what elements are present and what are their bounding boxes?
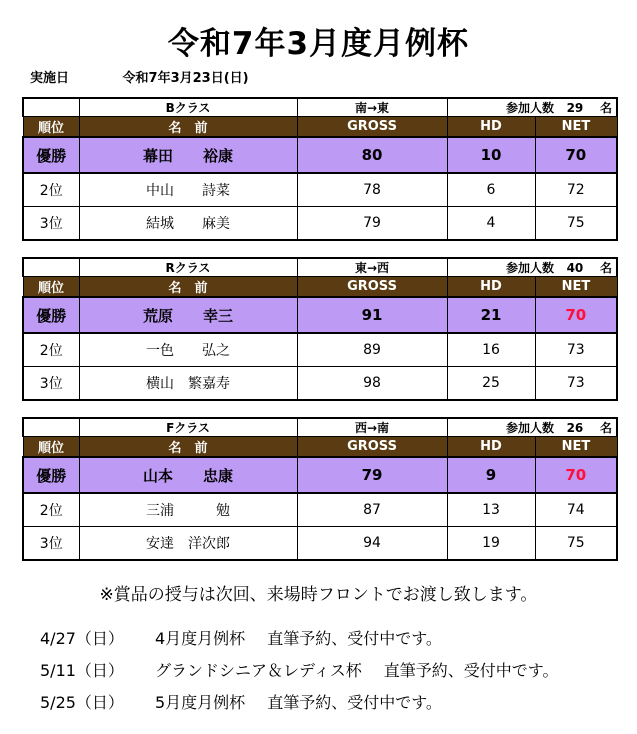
- event-name: 4月度月例杯: [155, 629, 246, 648]
- handicap: 4: [447, 207, 535, 241]
- entrants-unit: 名: [599, 101, 612, 115]
- table-row: [23, 333, 617, 367]
- entrants-unit: 名: [599, 261, 612, 275]
- net-score: 70: [535, 297, 617, 333]
- page-title: 令和7年3月度月例杯: [167, 26, 470, 62]
- header-gross: GROSS: [297, 277, 447, 298]
- rank-cell: 3位: [23, 367, 79, 401]
- event-date-value: 令和7年3月23日(日): [122, 71, 249, 86]
- meta-blank: [23, 418, 79, 437]
- class-name: Bクラス: [79, 98, 297, 117]
- header-name: 名 前: [79, 117, 297, 138]
- header-name: 名 前: [79, 437, 297, 458]
- header-row: [23, 117, 617, 138]
- rank-cell: 3位: [23, 207, 79, 241]
- rank-cell: 優勝: [23, 297, 79, 333]
- entrants-value: 40: [566, 261, 584, 275]
- event-name: 5月度月例杯: [155, 693, 246, 712]
- entrants-label: 参加人数: [506, 261, 555, 275]
- event-status: 直筆予約、受付中です。: [267, 629, 442, 648]
- header-hd: HD: [447, 437, 535, 458]
- player-name: 幕田 裕康: [79, 137, 297, 173]
- results-table-r-class: [22, 257, 618, 401]
- gross-score: 91: [297, 297, 447, 333]
- table-row: [23, 367, 617, 401]
- net-score: 74: [535, 493, 617, 527]
- gross-score: 79: [297, 207, 447, 241]
- handicap: 13: [447, 493, 535, 527]
- gross-score: 89: [297, 333, 447, 367]
- header-gross: GROSS: [297, 437, 447, 458]
- gross-score: 98: [297, 367, 447, 401]
- player-name: 山本 忠康: [79, 457, 297, 493]
- header-net: NET: [535, 117, 617, 138]
- player-name: 中山 詩菜: [79, 173, 297, 207]
- course-route: 南→東: [297, 98, 447, 117]
- rank-cell: 2位: [23, 173, 79, 207]
- net-score: 70: [535, 137, 617, 173]
- entrants-unit: 名: [599, 421, 612, 435]
- class-name: Rクラス: [79, 258, 297, 277]
- table-row: [23, 173, 617, 207]
- player-name: 三浦 勉: [79, 493, 297, 527]
- net-score: 75: [535, 527, 617, 561]
- event-status: 直筆予約、受付中です。: [267, 693, 442, 712]
- rank-cell: 優勝: [23, 137, 79, 173]
- list-item: [40, 655, 558, 687]
- event-date: [30, 67, 249, 86]
- entrant-count: [447, 98, 617, 117]
- results-table-b-class: [22, 97, 618, 241]
- handicap: 10: [447, 137, 535, 173]
- player-name: 一色 弘之: [79, 333, 297, 367]
- rank-cell: 2位: [23, 333, 79, 367]
- table-row: [23, 527, 617, 561]
- table-row: [23, 297, 617, 333]
- class-meta-row: [23, 258, 617, 277]
- player-name: 荒原 幸三: [79, 297, 297, 333]
- table-row: [23, 493, 617, 527]
- header-rank: 順位: [23, 437, 79, 458]
- handicap: 19: [447, 527, 535, 561]
- event-date: 4/27（日）: [40, 629, 124, 648]
- list-item: [40, 687, 558, 719]
- player-name: 安達 洋次郎: [79, 527, 297, 561]
- handicap: 25: [447, 367, 535, 401]
- rank-cell: 3位: [23, 527, 79, 561]
- event-name: グランドシニア＆レディス杯: [155, 661, 362, 680]
- handicap: 6: [447, 173, 535, 207]
- header-hd: HD: [447, 117, 535, 138]
- event-status: 直筆予約、受付中です。: [383, 661, 559, 680]
- handicap: 16: [447, 333, 535, 367]
- handicap: 9: [447, 457, 535, 493]
- list-item: [40, 623, 558, 655]
- header-name: 名 前: [79, 277, 297, 298]
- meta-blank: [23, 258, 79, 277]
- header-rank: 順位: [23, 117, 79, 138]
- player-name: 結城 麻美: [79, 207, 297, 241]
- rank-cell: 2位: [23, 493, 79, 527]
- results-table-f-class: [22, 417, 618, 561]
- net-score: 73: [535, 367, 617, 401]
- event-date: 5/25（日）: [40, 693, 124, 712]
- event-date: 5/11（日）: [40, 661, 124, 680]
- upcoming-events: [40, 623, 558, 719]
- entrants-value: 26: [566, 421, 584, 435]
- gross-score: 79: [297, 457, 447, 493]
- entrants-value: 29: [566, 101, 584, 115]
- entrants-label: 参加人数: [506, 421, 555, 435]
- rank-cell: 優勝: [23, 457, 79, 493]
- gross-score: 94: [297, 527, 447, 561]
- entrants-label: 参加人数: [506, 101, 555, 115]
- entrant-count: [447, 258, 617, 277]
- header-net: NET: [535, 437, 617, 458]
- net-score: 70: [535, 457, 617, 493]
- header-hd: HD: [447, 277, 535, 298]
- header-rank: 順位: [23, 277, 79, 298]
- net-score: 75: [535, 207, 617, 241]
- class-meta-row: [23, 98, 617, 117]
- course-route: 西→南: [297, 418, 447, 437]
- player-name: 横山 繁嘉寿: [79, 367, 297, 401]
- header-row: [23, 277, 617, 298]
- meta-blank: [23, 98, 79, 117]
- class-meta-row: [23, 418, 617, 437]
- class-name: Fクラス: [79, 418, 297, 437]
- entrant-count: [447, 418, 617, 437]
- gross-score: 80: [297, 137, 447, 173]
- table-row: [23, 137, 617, 173]
- header-gross: GROSS: [297, 117, 447, 138]
- prize-notice: ※賞品の授与は次回、来場時フロントでお渡し致します。: [99, 585, 538, 605]
- table-row: [23, 457, 617, 493]
- header-row: [23, 437, 617, 458]
- table-row: [23, 207, 617, 241]
- course-route: 東→西: [297, 258, 447, 277]
- header-net: NET: [535, 277, 617, 298]
- gross-score: 78: [297, 173, 447, 207]
- net-score: 73: [535, 333, 617, 367]
- gross-score: 87: [297, 493, 447, 527]
- handicap: 21: [447, 297, 535, 333]
- net-score: 72: [535, 173, 617, 207]
- event-date-label: 実施日: [30, 71, 70, 86]
